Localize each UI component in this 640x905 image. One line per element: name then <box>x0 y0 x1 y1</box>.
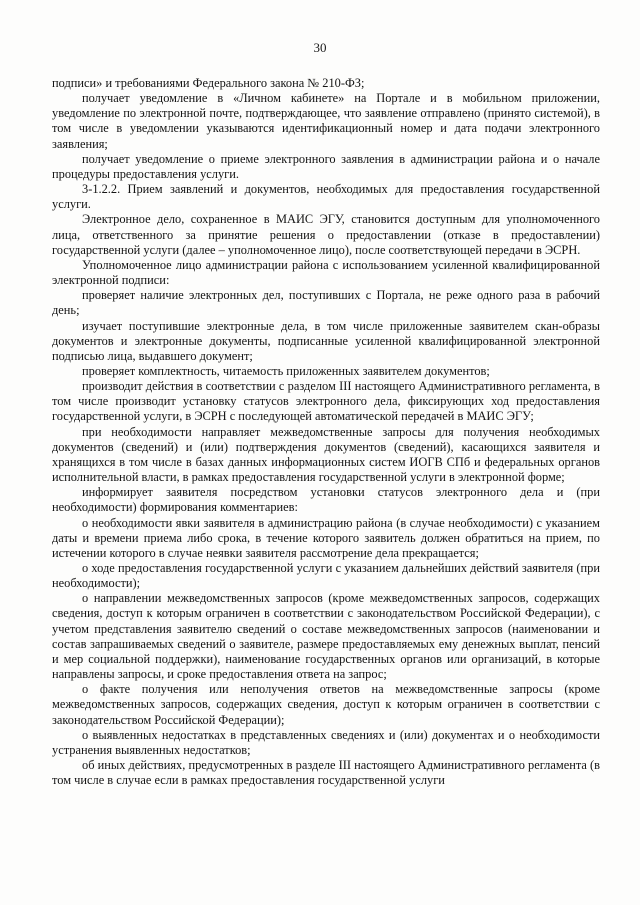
paragraph: 3-1.2.2. Прием заявлений и документов, необходимых для предоставления государственной услуги. <box>52 182 600 212</box>
paragraph: проверяет наличие электронных дел, поступивших с Портала, не реже одного раза в рабочий день; <box>52 288 600 318</box>
body-text <box>52 76 600 788</box>
paragraph: изучает поступившие электронные дела, в том числе приложенные заявителем скан-образы документов и электронные документы, подписанные усиленной квалифицированной электронной подписью лица, выдавшего документ; <box>52 318 600 363</box>
paragraph: о выявленных недостатках в представленных сведениях и (или) документах и о необходимости устранения выявленных недостатков; <box>52 727 600 757</box>
page-number: 30 <box>313 40 327 55</box>
paragraph: при необходимости направляет межведомственные запросы для получения необходимых документов (сведений) и (или) подтверждения документов (сведений), касающихся заявителя и хранящихся в том числе в базах данных информационных систем ИОГВ СПб и федеральных органов исполнительной власти, в рамках предоставления государственной услуги в электронной форме; <box>52 424 600 485</box>
paragraph: получает уведомление в «Личном кабинете» на Портале и в мобильном приложении, уведомление по электронной почте, подтверждающее, что заявление отправлено (принято системой), в том числе в уведомлении указываются идентификационный номер и дата подачи электронного заявления; <box>52 91 600 151</box>
paragraph: Электронное дело, сохраненное в МАИС ЭГУ, становится доступным для уполномоченного лица, ответственного за принятие решения о предоставлении (отказе в предоставлении) государственной услуги (далее – уполномоченное лицо), после соответствующей передачи в ЭСРН. <box>52 212 600 257</box>
paragraph: проверяет комплектность, читаемость приложенных заявителем документов; <box>82 363 490 378</box>
paragraph: об иных действиях, предусмотренных в разделе III настоящего Административного регламента (в том числе в случае если в рамках предоставления государственной услуги <box>52 758 600 788</box>
paragraph: подписи» и требованиями Федерального закона № 210-ФЗ; <box>52 76 365 90</box>
paragraph: о факте получения или неполучения ответов на межведомственные запросы (кроме межведомственных запросов, содержащих сведения, доступ к которым ограничен в соответствии с законодательством Российской Федерации); <box>52 682 600 727</box>
paragraph: получает уведомление о приеме электронного заявления в администрации района и о начале процедуры предоставления услуги. <box>52 151 600 181</box>
paragraph: о необходимости явки заявителя в администрацию района (в случае необходимости) с указанием даты и времени приема либо срока, в течение которого заявитель должен обратиться на прием, по истечении которого в случае неявки заявителя рассмотрение дела прекращается; <box>52 515 600 560</box>
paragraph: информирует заявителя посредством установки статусов электронного дела и (при необходимости) формирования комментариев: <box>52 485 600 515</box>
paragraph: о ходе предоставления государственной услуги с указанием дальнейших действий заявителя (при необходимости); <box>52 561 600 591</box>
paragraph: Уполномоченное лицо администрации района с использованием усиленной квалифицированной электронной подписи: <box>52 257 600 288</box>
paragraph: производит действия в соответствии с разделом III настоящего Административного регламента, в том числе производит установку статусов электронного дела, фиксирующих ход предоставления государственной услуги, в ЭСРН с последующей автоматической передачей в МАИС ЭГУ; <box>52 379 600 424</box>
paragraph: о направлении межведомственных запросов (кроме межведомственных запросов, содержащих сведения, доступ к которым ограничен в соответствии с законодательством Российской Федерации), с учетом представления заявителю сведений о составе межведомственных запросов (наименовании и состав запрашиваемых сведений о заявителе, размере предоставляемых ему денежных выплат, пенсий и мер социальной поддержки), наименование государственных органов или организаций, в которые направлены запросы, и сроке предоставления ответа на запрос; <box>52 591 600 682</box>
